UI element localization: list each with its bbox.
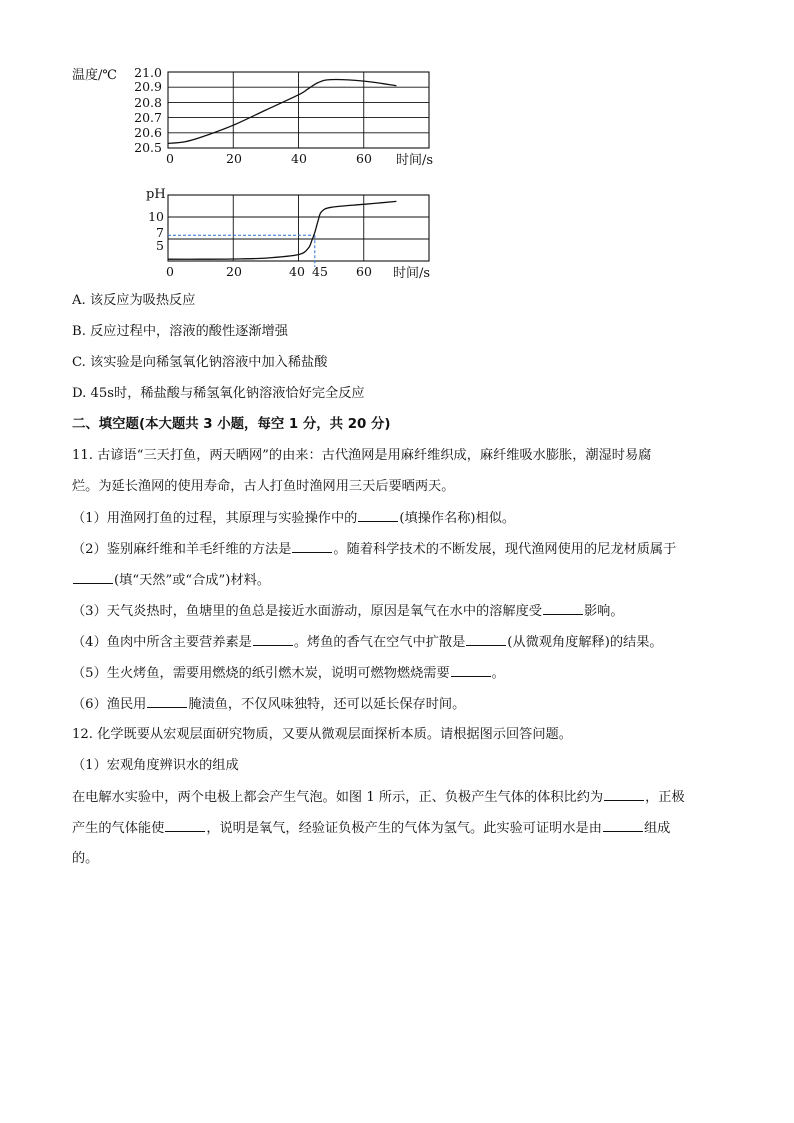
q11-part2-text: （2）鉴别麻纤维和羊毛纤维的方法是 (72, 542, 292, 557)
q11-part1 (72, 509, 515, 528)
q11-part3-text: （3）天气炎热时，鱼塘里的鱼总是接近水面游动，原因是氧气在水中的溶解度受 (72, 604, 542, 619)
q12-text: 产生的气体能使 (72, 821, 165, 836)
q12-line1 (72, 788, 685, 807)
answer-blank[interactable] (292, 540, 332, 553)
temp-series-line (168, 80, 396, 144)
option-a: A. 该反应为吸热反应 (72, 293, 196, 308)
ph-x-tick: 60 (356, 264, 372, 279)
ph-x-tick: 45 (312, 264, 328, 279)
q11-part5-text: 。 (491, 666, 505, 681)
answer-blank[interactable] (451, 664, 491, 677)
q11-part5-text: （5）生火烤鱼，需要用燃烧的纸引燃木炭，说明可燃物燃烧需要 (72, 666, 450, 681)
q12-stem: 12. 化学既要从宏观层面研究物质，又要从微观层面探析本质。请根据图示回答问题。 (72, 727, 572, 742)
section-title: 二、填空题(本大题共 3 小题，每空 1 分，共 20 分) (72, 417, 391, 432)
q11-part4-text: (从微观角度解释)的结果。 (507, 635, 663, 650)
q11-part2-cont (72, 571, 270, 590)
q11-part1-text: (填操作名称)相似。 (399, 511, 516, 526)
answer-blank[interactable] (147, 695, 187, 708)
temp-x-tick: 20 (226, 151, 242, 166)
option-c: C. 该实验是向稀氢氧化钠溶液中加入稀盐酸 (72, 355, 328, 370)
q11-part2-text: (填“天然”或“合成”)材料。 (114, 573, 270, 588)
q11-part6 (72, 695, 465, 714)
q11-part6-text: 腌渍鱼，不仅风味独特，还可以延长保存时间。 (188, 697, 466, 712)
temperature-chart (60, 60, 460, 170)
temp-x-tick: 0 (166, 151, 174, 166)
ph-series-line (168, 201, 396, 259)
q11-stem-line2: 烂。为延长渔网的使用寿命，古人打鱼时渔网用三天后要晒两天。 (72, 479, 455, 494)
q11-part4 (72, 633, 663, 652)
answer-blank[interactable] (603, 819, 643, 832)
ph-x-tick: 0 (166, 264, 174, 279)
temp-y-tick: 20.8 (134, 95, 162, 110)
temp-x-tick: 40 (291, 151, 307, 166)
answer-blank[interactable] (466, 633, 506, 646)
temp-y-tick: 20.9 (134, 79, 162, 94)
q11-part1-text: （1）用渔网打鱼的过程，其原理与实验操作中的 (72, 511, 358, 526)
ph-y-tick: 10 (148, 209, 164, 224)
q11-part5 (72, 664, 505, 683)
q12-part1: （1）宏观角度辨识水的组成 (72, 758, 239, 773)
temp-y-axis-label: 温度/℃ (72, 68, 117, 83)
option-d: D. 45s时，稀盐酸与稀氢氧化钠溶液恰好完全反应 (72, 386, 365, 401)
ph-x-tick: 40 (289, 264, 305, 279)
ph-x-axis-label: 时间/s (393, 266, 431, 281)
answer-blank[interactable] (358, 509, 398, 522)
q11-stem-line1: 11. 古谚语“三天打鱼，两天晒网”的由来：古代渔网是用麻纤维织成，麻纤维吸水膨胀，潮湿时易腐 (72, 448, 652, 463)
q11-part3 (72, 602, 624, 621)
ph-y-tick: 5 (156, 238, 164, 253)
q12-text: 组成 (643, 821, 671, 836)
temp-y-tick: 21.0 (134, 65, 162, 80)
q11-part4-text: 。烤鱼的香气在空气中扩散是 (293, 635, 466, 650)
q11-part2 (72, 540, 676, 559)
temp-y-tick: 20.6 (134, 125, 162, 140)
q12-text: 在电解水实验中，两个电极上都会产生气泡。如图 1 所示，正、负极产生气体的体积比约为 (72, 790, 604, 805)
temp-x-axis-label: 时间/s (396, 153, 434, 168)
ph-x-tick: 20 (226, 264, 242, 279)
q11-part2-text: 。随着科学技术的不断发展，现代渔网使用的尼龙材质属于 (333, 542, 677, 557)
answer-blank[interactable] (165, 819, 205, 832)
temp-x-tick: 60 (356, 151, 372, 166)
answer-blank[interactable] (604, 788, 644, 801)
q11-part3-text: 影响。 (583, 604, 624, 619)
q11-part4-text: （4）鱼肉中所含主要营养素是 (72, 635, 252, 650)
ph-y-axis-label: pH (146, 187, 166, 202)
q12-text: ，说明是氧气，经验证负极产生的气体为氢气。此实验可证明水是由 (206, 821, 602, 836)
answer-blank[interactable] (543, 602, 583, 615)
answer-blank[interactable] (73, 571, 113, 584)
temp-y-tick: 20.7 (134, 110, 162, 125)
q11-part6-text: （6）渔民用 (72, 697, 147, 712)
q12-line2 (72, 819, 670, 838)
q12-text: ，正极 (645, 790, 685, 805)
option-b: B. 反应过程中，溶液的酸性逐渐增强 (72, 324, 288, 339)
temp-y-tick: 20.5 (134, 140, 162, 155)
answer-blank[interactable] (253, 633, 293, 646)
ph-chart (60, 183, 460, 283)
q12-line3: 的。 (72, 851, 99, 866)
ph-y-tick: 7 (156, 225, 164, 240)
